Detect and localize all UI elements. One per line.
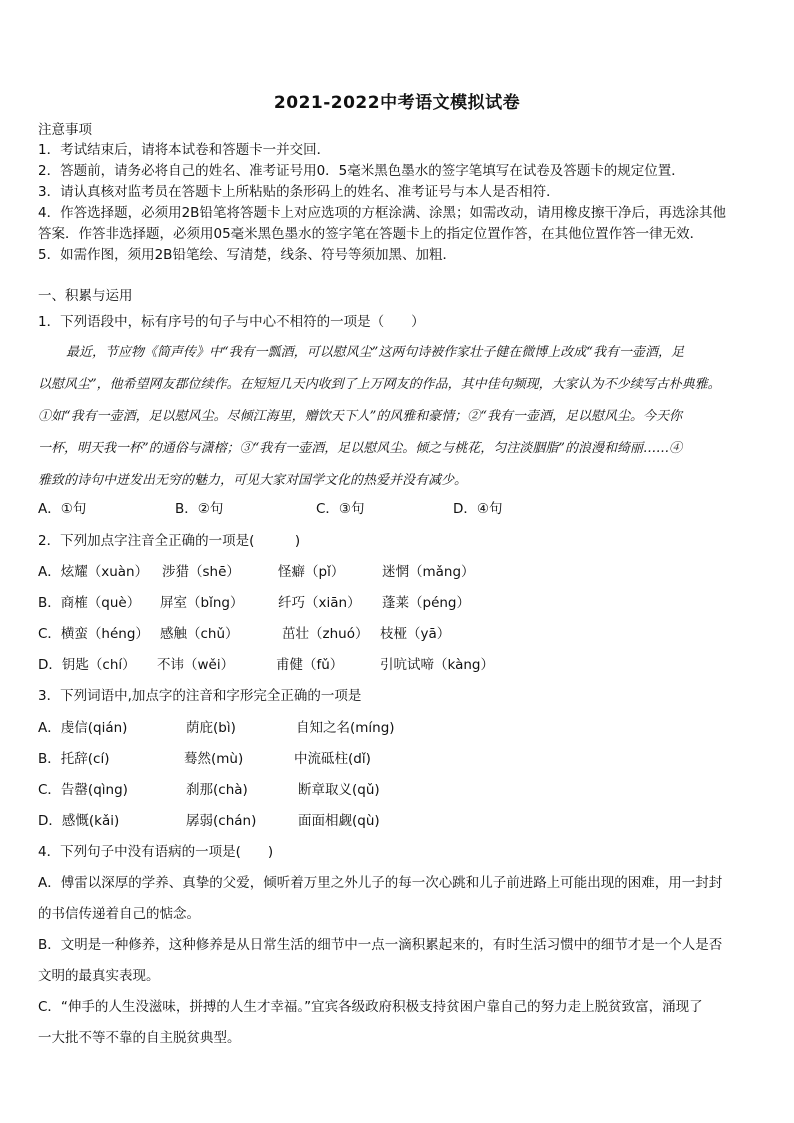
q2-option-d[interactable]: D．钥匙（chí） — [38, 657, 136, 673]
q2-option-a-word: 涉猎（shē） — [162, 564, 240, 580]
q2-option-d-word: 引吭试啼（kàng） — [380, 657, 494, 673]
notice-item: 4．作答选择题，必须用2B铅笔将答题卡上对应选项的方框涂满、涂黑；如需改动，请用橡皮擦干净后，再选涂其他 — [38, 205, 726, 221]
section-heading: 一、积累与运用 — [38, 288, 133, 304]
q2-option-a[interactable]: A．炫耀（xuàn） — [38, 564, 149, 580]
question-3-stem: 3．下列词语中,加点字的注音和字形完全正确的一项是 — [38, 688, 362, 704]
q3-option-a[interactable]: A．虔信(qián) — [38, 720, 128, 736]
question-2-stem: 2．下列加点字注音全正确的一项是( ) — [38, 533, 301, 549]
notice-heading: 注意事项 — [38, 122, 92, 138]
q2-option-a-word: 迷惘（mǎng） — [382, 564, 475, 580]
q1-option-b[interactable]: B．②句 — [175, 501, 224, 517]
q1-option-a[interactable]: A．①句 — [38, 501, 87, 517]
q2-option-b-word: 蓬莱（péng） — [382, 595, 471, 611]
q3-option-d[interactable]: D．感慨(kǎi) — [38, 813, 120, 829]
q1-passage-line: ①如“我有一壶酒，足以慰风尘。尽倾江海里，赠饮天下人”的风雅和豪情；②“我有一壶酒，足以慰风尘。今天你 — [38, 409, 682, 424]
notice-item: 答案．作答非选择题，必须用05毫米黑色墨水的签字笔在答题卡上的指定位置作答，在其他位置作答一律无效． — [38, 226, 704, 242]
q1-passage-line: 雅致的诗句中迸发出无穷的魅力，可见大家对国学文化的热爱并没有减少。 — [38, 473, 468, 488]
q2-option-b-word: 纤巧（xiān） — [278, 595, 361, 611]
q2-option-c[interactable]: C．横蛮（héng） — [38, 626, 149, 642]
question-1-stem: 1．下列语段中，标有序号的句子与中心不相符的一项是（ ） — [38, 314, 425, 330]
q3-option-b-word: 中流砥柱(dǐ) — [294, 751, 371, 767]
notice-item: 3．请认真核对监考员在答题卡上所粘贴的条形码上的姓名、准考证号与本人是否相符． — [38, 184, 560, 200]
q4-option-a-cont: 的书信传递着自己的惦念。 — [38, 906, 200, 922]
notice-item: 1．考试结束后，请将本试卷和答题卡一并交回． — [38, 142, 331, 158]
q3-option-c-word: 断章取义(qǔ) — [298, 782, 380, 798]
q4-option-c[interactable]: C．“伸手的人生没滋味，拼搏的人生才幸福。”宜宾各级政府积极支持贫困户靠自己的努力走上脱贫致富，涌现了 — [38, 999, 703, 1015]
q2-option-c-word: 枝桠（yā） — [380, 626, 451, 642]
q2-option-c-word: 感触（chǔ） — [160, 626, 239, 642]
q1-passage-line: 以慰风尘”，他希望网友郡位续作。在短短几天内收到了上万网友的作品，其中佳句频现，大家认为不少续写古朴典雅。 — [38, 377, 721, 392]
q3-option-b[interactable]: B．托辞(cí) — [38, 751, 110, 767]
q2-option-b[interactable]: B．商榷（què） — [38, 595, 141, 611]
notice-item: 2．答题前，请务必将自己的姓名、准考证号用0．5毫米黑色墨水的签字笔填写在试卷及答题卡的规定位置． — [38, 163, 685, 179]
notice-item: 5．如需作图，须用2B铅笔绘、写清楚，线条、符号等须加黑、加粗． — [38, 247, 456, 263]
q1-option-c[interactable]: C．③句 — [316, 501, 365, 517]
q3-option-b-word: 蓦然(mù) — [184, 751, 244, 767]
q2-option-d-word: 不讳（wěi） — [157, 657, 235, 673]
q4-option-c-cont: 一大批不等不靠的自主脱贫典型。 — [38, 1030, 241, 1046]
q3-option-d-word: 面面相觑(qù) — [298, 813, 380, 829]
q2-option-b-word: 屏室（bǐng） — [160, 595, 244, 611]
q4-option-b-cont: 文明的最真实表现。 — [38, 968, 160, 984]
q2-option-a-word: 怪癖（pǐ） — [278, 564, 345, 580]
q4-option-b[interactable]: B．文明是一种修养，这种修养是从日常生活的细节中一点一滴积累起来的，有时生活习惯中的细节才是一个人是否 — [38, 937, 723, 953]
q3-option-a-word: 荫庇(bì) — [186, 720, 236, 736]
q2-option-c-word: 茁壮（zhuó） — [282, 626, 369, 642]
question-4-stem: 4．下列句子中没有语病的一项是( ) — [38, 844, 274, 860]
q3-option-d-word: 孱弱(chán) — [186, 813, 257, 829]
q3-option-a-word: 自知之名(míng) — [296, 720, 395, 736]
exam-title: 2021-2022中考语文模拟试卷 — [273, 93, 521, 113]
q1-option-d[interactable]: D．④句 — [453, 501, 503, 517]
q4-option-a[interactable]: A．傅雷以深厚的学养、真挚的父爱，倾听着万里之外儿子的每一次心跳和儿子前进路上可能出现的困难，用一封封 — [38, 875, 723, 891]
q1-passage-line: 一杯，明天我一杯”的通俗与潇榕；③“我有一壶酒，足以慰风尘。倾之与桃花，匀注淡胭脂”的浪漫和绮丽……④ — [38, 441, 682, 456]
q3-option-c-word: 刹那(chà) — [186, 782, 248, 798]
q3-option-c[interactable]: C．告罄(qìng) — [38, 782, 128, 798]
q1-passage-line: 最近，节应物《简声传》中“我有一瓢酒，可以慰风尘”这两句诗被作家壮子健在微博上改成“我有一壶酒，足 — [66, 345, 684, 360]
q2-option-d-word: 甫健（fǔ） — [276, 657, 344, 673]
